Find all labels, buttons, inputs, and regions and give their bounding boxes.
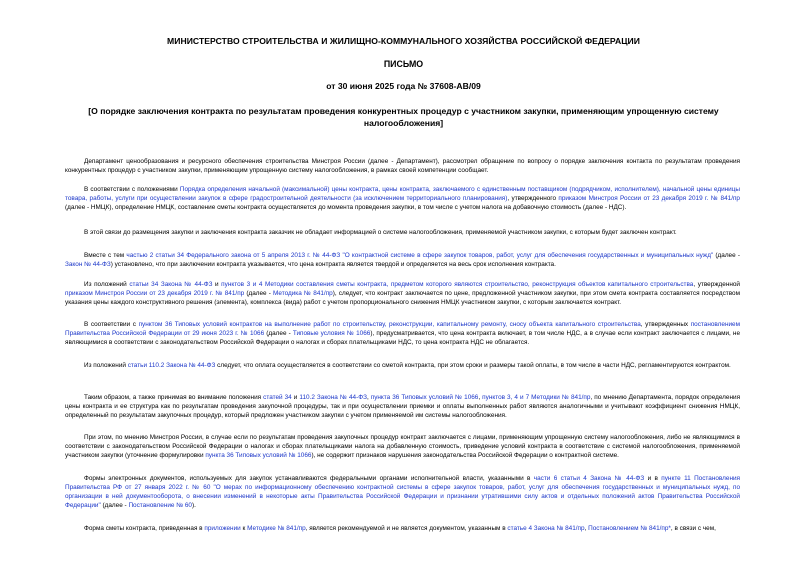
paragraph-text: Вместе с тем <box>84 252 127 259</box>
paragraph-text: , по мнению Департамента, порядок определения цены контракта и ее структура как по результатам проведения закупочной процедуры, так и при осуществлении приемки и оплаты выполненных работ являются аналогичными и учитывают коэффициент снижения НМЦК, определенный по результатам закупочных процедур, который предложен участником закупки с учетом применяемой им системы налогообложения. <box>65 394 741 419</box>
link-articles-34[interactable]: статей 34 <box>263 394 292 401</box>
link-methodology-items[interactable]: пунктов 3 и 4 Методики составления сметы контракта, предметом которого являются строительство, реконструкция объектов капитального строительства <box>221 281 694 288</box>
paragraph-2 <box>65 185 740 212</box>
paragraph-text: (далее - <box>713 252 740 259</box>
paragraph-text: Форма сметы контракта, приведенная в <box>84 525 205 532</box>
paragraph-4 <box>65 251 740 269</box>
paragraph-text: ) установлено, что при заключении контракта указывается, что цена контракта является твердой и определяется на весь срок исполнения контракта. <box>110 261 556 268</box>
paragraph-text: , в связи с чем, <box>670 525 716 532</box>
paragraph-text: и <box>291 394 300 401</box>
paragraph-10 <box>65 474 740 510</box>
link-methodology-841[interactable]: Методике № 841/пр <box>247 525 306 532</box>
paragraph-text: , <box>366 394 371 401</box>
paragraph-text: ), не содержит признаков нарушения законодательства Российской Федерации о контрактной системе. <box>311 452 619 459</box>
paragraph-text: ). <box>192 502 196 509</box>
paragraph-text: Из положений <box>84 362 128 369</box>
paragraph-text: и <box>212 281 222 288</box>
paragraph-text: Формы электронных документов, используемых для закупок устанавливаются федеральными органами исполнительной власти, указанными в <box>84 475 534 482</box>
paragraph-text: В соответствии с <box>84 321 139 328</box>
link-article-34[interactable]: статьи 34 Закона № 44-ФЗ <box>129 281 213 288</box>
link-nmck-procedure[interactable]: Порядка определения начальной (максимальной) цены контракта, цены контракта, заключаемого с единственным поставщиком (подрядчиком, исполнителем), начальной цены единицы товара, работы, услуги при осуществлении закупок в сфере градостроительной деятельности (за исключением территориального планирования) <box>65 186 740 202</box>
paragraph-9 <box>65 433 740 460</box>
paragraph-3 <box>65 228 740 237</box>
link-order-841[interactable]: приказом Минстроя России от 23 декабря 2019 г. № 841/пр <box>65 290 245 297</box>
paragraph-11 <box>65 524 740 533</box>
link-typical-conditions-item-36[interactable]: пунктом 36 Типовых условий контрактов на выполнение работ по строительству, реконструкции, капитальному ремонту, сносу объекта капитального строительства <box>138 321 641 328</box>
paragraph-text: , утвержденного <box>507 195 559 202</box>
paragraph-text: В соответствии с положениями <box>84 186 180 193</box>
link-methodology-841[interactable]: Методика № 841/пр <box>273 290 333 297</box>
link-typical-conditions-1066[interactable]: Типовые условия № 1066 <box>292 330 371 337</box>
paragraph-text: (далее - <box>244 290 273 297</box>
paragraph-7 <box>65 361 740 370</box>
paragraph-text: Департамент ценообразования и ресурсного обеспечения строительства Минстроя России (далее - Департамент), рассмотрел обращение по вопросу о порядке заключения контакта по результатам проведения конкурентных процедур с участником закупки, применяющим упрощенную систему налогообложения, в рамках своей компетенции сообщает. <box>65 158 740 174</box>
paragraph-text: к <box>240 525 248 532</box>
paragraph-text: (далее - <box>264 330 293 337</box>
paragraph-1 <box>65 157 740 175</box>
link-article-4[interactable]: статье 4 Закона № 841/пр <box>507 525 585 532</box>
link-article-110-2[interactable]: 110.2 Закона № 44-ФЗ <box>299 394 367 401</box>
paragraph-8 <box>65 393 740 420</box>
link-appendix[interactable]: приложении <box>204 525 241 532</box>
document-type: ПИСЬМО <box>383 59 424 69</box>
paragraph-text: При этом, по мнению Минстроя России, в случае если по результатам проведения закупочных процедур контракт заключается с лицами, применяющим упрощенную систему налогообложения, либо не являющимися в соответствии с законодательством Российской Федерации о налогах и сборах плательщиками налога на добавленную стоимость, приведение условий контракта в соответствие с системой налогообложения, применяемой участником закупки (уточнение формулировки <box>65 434 740 459</box>
paragraph-text: , <box>584 525 589 532</box>
link-law-44fz[interactable]: Закон № 44-ФЗ <box>65 261 111 268</box>
paragraph-text: ), следует, что контракт заключается по цене, предложенной участником закупки, при этом смета контракта составляется посредством указания цены каждого конструктивного решения (элемента), комплекса (вида) работ с учетом пропорционального снижения НМЦК участником закупки, с которым заключается контракт. <box>65 290 740 306</box>
paragraph-5 <box>65 280 740 307</box>
paragraph-text: ), предусматривается, что цена контракта включает, в том числе НДС, а в случае если контракт заключается с лицами, не являющимися в соответствии с законодательством Российской Федерации о налогах и сборах плательщиками НДС, то цена контракта НДС не облагается. <box>65 330 740 346</box>
link-article-34-part-2[interactable]: частью 2 статьи 34 Федерального закона от 5 апреля 2013 г. № 44-ФЗ "О контрактной системе в сфере закупок товаров, работ, услуг для обеспечения государственных и муниципальных нужд" <box>126 252 714 259</box>
paragraph-text: (далее - <box>100 502 129 509</box>
link-item-36-conditions[interactable]: пункта 36 Типовых условий № 1066 <box>205 452 312 459</box>
paragraph-text: , утвержденной <box>693 281 741 288</box>
link-methodology-items-3-4-7[interactable]: пунктов 3, 4 и 7 Методики № 841/пр <box>482 394 591 401</box>
paragraph-text: , утвержденных <box>640 321 691 328</box>
paragraph-6 <box>65 320 740 347</box>
link-order-841[interactable]: приказом Минстроя России от 23 декабря 2019 г. № 841/пр <box>558 195 740 202</box>
link-article-110-2[interactable]: статьи 110.2 Закона № 44-ФЗ <box>127 362 216 369</box>
paragraph-text: (далее - НМЦК), определение НМЦК, составление сметы контракта осуществляется до момента проведения закупки, в том числе с учетом налога на добавочную стоимость (далее - НДС). <box>65 204 627 211</box>
paragraph-text: Таким образом, а также принимая во внимание положения <box>84 394 264 401</box>
ministry-heading: МИНИСТЕРСТВО СТРОИТЕЛЬСТВА И ЖИЛИЩНО-КОММУНАЛЬНОГО ХОЗЯЙСТВА РОССИЙСКОЙ ФЕДЕРАЦИИ <box>167 36 640 46</box>
link-resolution-841[interactable]: Постановлением № 841/пр* <box>588 525 671 532</box>
link-resolution-60-short[interactable]: Постановление № 60 <box>128 502 192 509</box>
paragraph-text: , является рекомендуемой и не является документом, указанным в <box>305 525 508 532</box>
document-date-number: от 30 июня 2025 года № 37608-АВ/09 <box>326 81 481 91</box>
link-resolution-60[interactable]: пункте 11 Постановления Правительства РФ от 27 января 2022 г. № 60 "О мерах по информационному обеспечению контрактной системы в сфере закупок товаров, работ, услуг для обеспечения государственных и муниципальных нужд, по организации в ней документооборота, о внесении изменений в некоторые акты Правительства Российской Федерации и признании утратившими силу актов и отдельных положений актов Правительства Российской Федерации" <box>65 475 741 509</box>
link-resolution-1066[interactable]: постановлением Правительства Российской Федерации от 29 июня 2023 г. № 1066 <box>65 321 740 337</box>
paragraph-text: следует, что оплата осуществляется в соответствии со сметой контракта, при этом сроки и размеры такой оплаты, в том числе в части НДС, регламентируются контрактом. <box>215 362 731 369</box>
paragraph-text: и в <box>644 475 662 482</box>
link-article-4-part-6[interactable]: части 6 статьи 4 Закона № 44-ФЗ <box>533 475 645 482</box>
paragraph-text: Из положений <box>84 281 130 288</box>
link-item-36-conditions[interactable]: пункта 36 Типовых условий № 1066 <box>370 394 479 401</box>
document-title: [О порядке заключения контракта по результатам проведения конкурентных процедур с участником закупки, применяющим упрощенную систему налогообложения] <box>88 106 719 128</box>
paragraph-text: , <box>478 394 483 401</box>
paragraph-text: В этой связи до размещения закупки и заключения контракта заказчик не обладает информацией о системе налогообложения, применяемой участником закупки, с которым будет заключен контракт. <box>84 229 677 236</box>
